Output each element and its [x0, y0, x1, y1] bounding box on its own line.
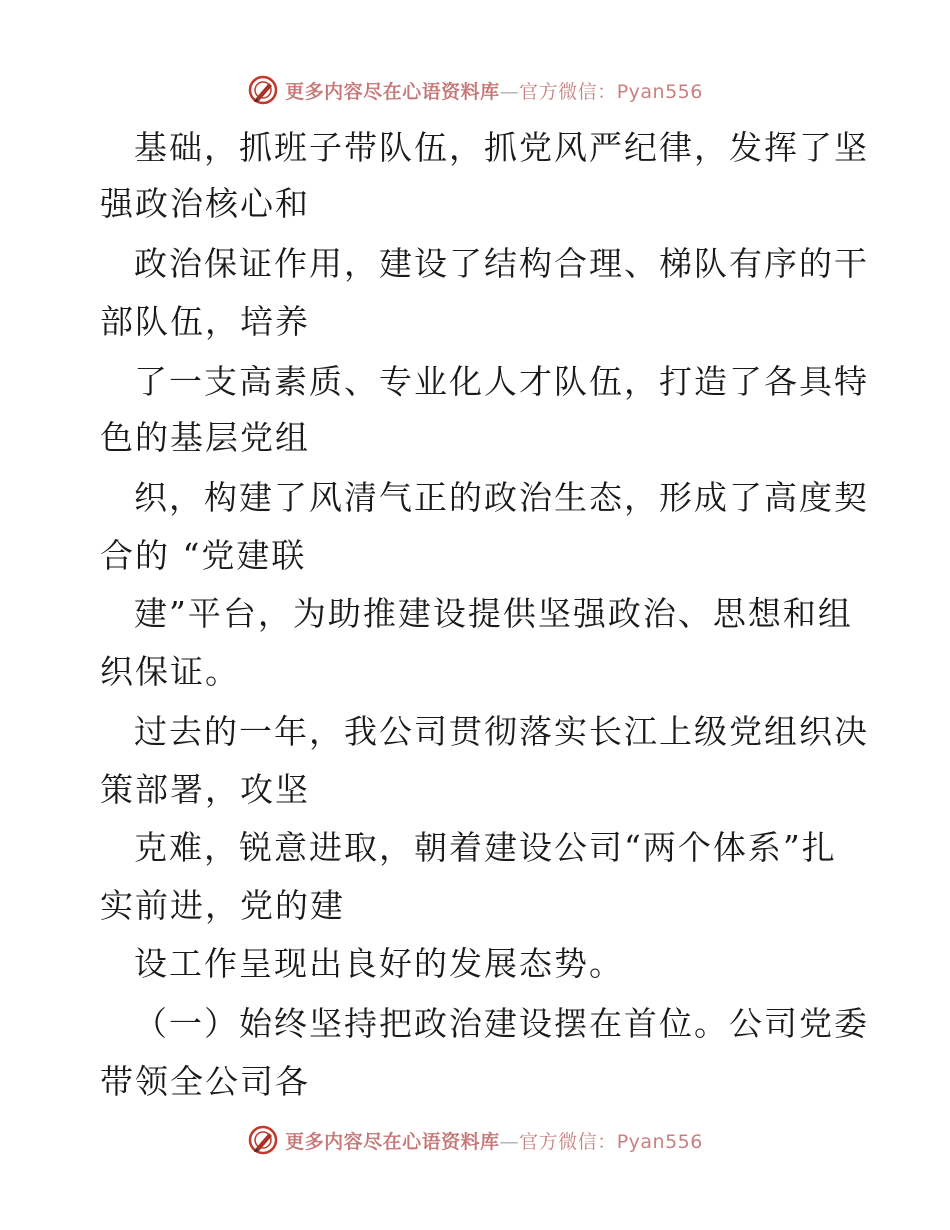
- paragraph-line: 织，构建了风清气正的政治生态，形成了高度契: [134, 478, 869, 517]
- paragraph-line: 克难，锐意进取，朝着建设公司“两个体系”扎: [134, 828, 837, 867]
- paragraph-line: 色的基层党组: [100, 418, 310, 457]
- watermark-text: [285, 1127, 703, 1154]
- watermark-site: 更多内容尽在心语资料库: [285, 80, 500, 103]
- header-watermark: [0, 70, 950, 110]
- pen-logo-icon: [247, 74, 279, 106]
- paragraph-line: 合的 “党建联: [100, 536, 307, 575]
- paragraph-line: 策部署，攻坚: [100, 770, 310, 809]
- watermark-site: 更多内容尽在心语资料库: [285, 1130, 500, 1153]
- watermark-separator: —: [499, 80, 520, 103]
- watermark-text: [285, 77, 703, 104]
- footer-watermark: [0, 1120, 950, 1160]
- watermark-separator: —: [499, 1130, 520, 1153]
- paragraph-line: 政治保证作用，建设了结构合理、梯队有序的干: [134, 244, 869, 283]
- paragraph-line: 强政治核心和: [100, 184, 310, 223]
- paragraph-line: 带领全公司各: [100, 1062, 310, 1101]
- paragraph-line: 织保证。: [100, 652, 240, 691]
- paragraph-line: 设工作呈现出良好的发展态势。: [134, 944, 624, 983]
- watermark-wechat-label: 官方微信：: [519, 80, 617, 103]
- paragraph-line: 建”平台，为助推建设提供坚强政治、思想和组: [134, 594, 853, 633]
- watermark-wechat-id: Pyan556: [616, 80, 703, 103]
- paragraph-line: 基础，抓班子带队伍，抓党风严纪律，发挥了坚: [134, 128, 869, 167]
- paragraph-line: 过去的一年，我公司贯彻落实长江上级党组织决: [134, 712, 869, 751]
- paragraph-line: 部队伍，培养: [100, 302, 310, 341]
- watermark-wechat-label: 官方微信：: [519, 1130, 617, 1153]
- paragraph-line: （一）始终坚持把政治建设摆在首位。公司党委: [134, 1004, 869, 1043]
- paragraph-line: 实前进，党的建: [100, 886, 345, 925]
- paragraph-line: 了一支高素质、专业化人才队伍，打造了各具特: [134, 362, 869, 401]
- watermark-wechat-id: Pyan556: [616, 1130, 703, 1153]
- pen-logo-icon: [247, 1124, 279, 1156]
